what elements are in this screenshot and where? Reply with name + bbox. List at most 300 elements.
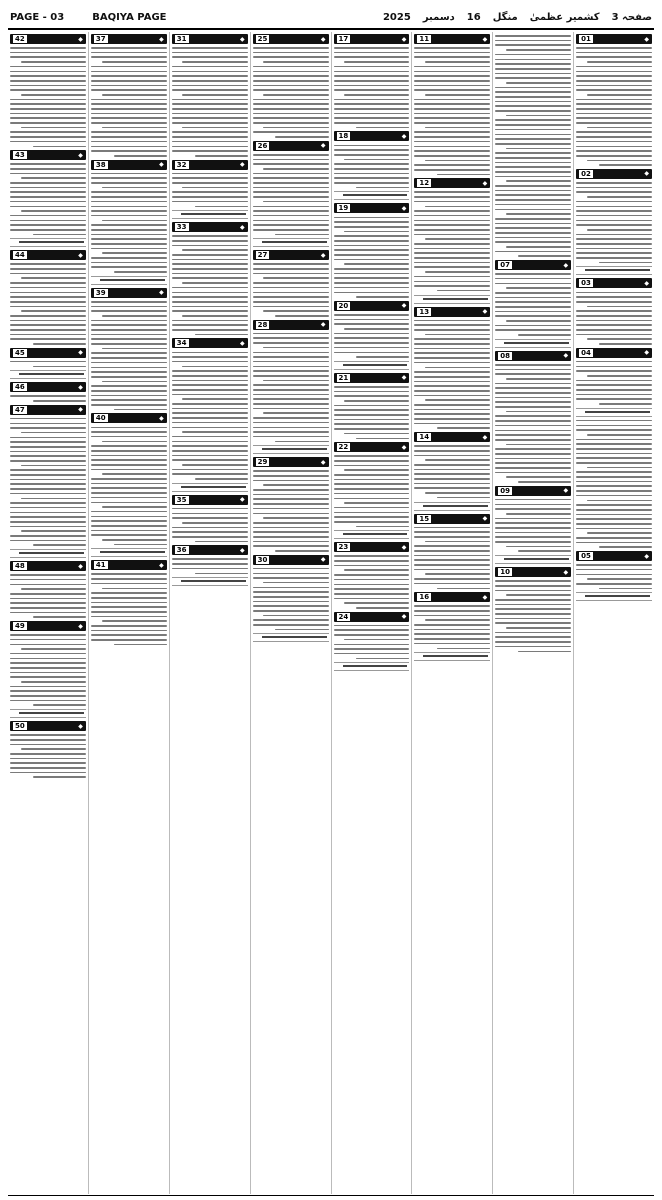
- text-line: [414, 638, 490, 640]
- text-line: [253, 531, 329, 533]
- body-text: [172, 173, 248, 207]
- subheading: [576, 266, 652, 275]
- continuation-number: 08: [500, 351, 510, 360]
- text-line: [495, 185, 571, 187]
- tag-bar-icon: ◆: [78, 35, 83, 43]
- subheading: [414, 295, 490, 304]
- text-line: [344, 159, 409, 161]
- text-line: [91, 573, 167, 575]
- text-line: [334, 177, 410, 179]
- text-line: [10, 502, 86, 504]
- body-text: [576, 292, 652, 345]
- text-line: [172, 150, 248, 152]
- article-block: [495, 351, 571, 483]
- text-line: [10, 268, 86, 270]
- article-block: [414, 307, 490, 430]
- text-line: [91, 238, 167, 240]
- article-block: [172, 338, 248, 491]
- continuation-tag: [576, 34, 652, 44]
- continuation-number: 33: [176, 223, 187, 232]
- text-line: [21, 648, 86, 650]
- text-line: [91, 534, 167, 536]
- text-line: [334, 342, 410, 344]
- text-line: [576, 481, 652, 483]
- text-line: [253, 513, 329, 515]
- text-line: [576, 537, 652, 539]
- article-block: [414, 514, 490, 590]
- article-block: [172, 222, 248, 335]
- text-line: [334, 240, 410, 242]
- continuation-number: 21: [338, 373, 349, 382]
- article-block: [495, 35, 571, 257]
- tag-bar-icon: ◆: [482, 515, 488, 522]
- text-line: [91, 47, 167, 49]
- text-line: [253, 361, 329, 363]
- body-text: [10, 734, 86, 778]
- text-line: [334, 560, 410, 562]
- text-line: [172, 268, 248, 270]
- text-line: [91, 103, 167, 105]
- text-line: [114, 155, 167, 157]
- continuation-tag: [576, 278, 652, 288]
- text-line: [182, 464, 247, 466]
- text-line: [253, 408, 329, 410]
- text-line: [334, 644, 410, 646]
- subheading: [10, 549, 86, 558]
- continuation-number: 24: [338, 612, 349, 621]
- continuation-number: 23: [338, 543, 349, 552]
- text-line: [495, 292, 571, 294]
- text-line: [576, 453, 652, 455]
- text-line: [275, 234, 328, 236]
- text-line: [10, 460, 86, 462]
- text-line: [334, 625, 410, 627]
- text-line: [414, 423, 490, 425]
- text-line: [114, 544, 167, 546]
- text-line: [334, 588, 410, 590]
- text-line: [253, 273, 329, 275]
- text-line: [425, 94, 490, 96]
- text-line: [10, 662, 86, 664]
- column-7: [88, 32, 169, 1194]
- text-line: [275, 629, 328, 631]
- text-line: [91, 248, 167, 250]
- continuation-tag: [172, 338, 248, 348]
- text-line: [33, 400, 86, 402]
- text-line: [91, 352, 167, 354]
- tag-bar-icon: ◆: [78, 406, 83, 414]
- text-line: [506, 476, 571, 478]
- text-line: [576, 334, 652, 336]
- text-line: [253, 431, 329, 433]
- text-line: [91, 75, 167, 77]
- text-line: [102, 506, 167, 508]
- text-line: [253, 403, 329, 405]
- text-line: [253, 398, 329, 400]
- tag-bar-icon: ◆: [401, 302, 407, 310]
- text-line: [10, 122, 86, 124]
- text-line: [172, 536, 248, 538]
- text-line: [172, 427, 248, 429]
- continuation-tag: [172, 545, 248, 555]
- continuation-number: 48: [15, 562, 25, 571]
- text-line: [253, 80, 329, 82]
- text-line: [182, 315, 247, 317]
- text-line: [506, 546, 571, 548]
- text-line: [334, 516, 410, 518]
- text-line: [10, 598, 86, 600]
- text-line: [33, 343, 86, 345]
- text-line: [414, 633, 490, 635]
- text-line: [172, 508, 248, 510]
- text-line: [172, 245, 248, 247]
- text-line: [576, 542, 652, 544]
- article-block: [172, 160, 248, 220]
- text-line: [91, 606, 167, 608]
- text-line: [414, 555, 490, 557]
- body-text: [334, 625, 410, 659]
- text-line: [334, 85, 410, 87]
- column-8: [8, 32, 88, 1194]
- text-line: [576, 394, 652, 396]
- text-line: [253, 122, 329, 124]
- text-line: [334, 287, 410, 289]
- text-line: [172, 403, 248, 405]
- text-line: [91, 329, 167, 331]
- continuation-tag: [253, 555, 329, 565]
- tag-bar-icon: ◆: [482, 35, 488, 43]
- continuation-number: 19: [338, 204, 349, 213]
- text-line: [91, 210, 167, 212]
- text-line: [576, 310, 652, 312]
- text-line: [334, 498, 410, 500]
- tag-bar-icon: ◆: [644, 279, 649, 287]
- text-line: [91, 525, 167, 527]
- article-block: [414, 34, 490, 175]
- text-line: [599, 164, 652, 166]
- text-line: [253, 366, 329, 368]
- continuation-number: 36: [176, 546, 187, 555]
- text-line: [587, 500, 652, 502]
- text-line: [253, 536, 329, 538]
- continuation-tag: [495, 486, 571, 496]
- article-block: [91, 413, 167, 557]
- text-line: [437, 648, 490, 650]
- text-line: [576, 425, 652, 427]
- continuation-tag: [414, 178, 490, 188]
- text-line: [263, 347, 328, 349]
- text-line: [344, 328, 409, 330]
- text-line: [195, 573, 248, 575]
- text-line: [334, 217, 410, 219]
- text-line: [576, 564, 652, 566]
- text-line: [91, 177, 167, 179]
- text-line: [91, 191, 167, 193]
- footer-rule: [8, 1195, 654, 1196]
- continuation-tag: [334, 34, 410, 44]
- text-line: [495, 152, 571, 154]
- continuation-tag: [414, 432, 490, 442]
- text-line: [495, 241, 571, 243]
- text-line: [263, 201, 328, 203]
- continuation-number: 09: [500, 486, 510, 495]
- text-line: [10, 667, 86, 669]
- text-line: [495, 527, 571, 529]
- text-line: [10, 639, 86, 641]
- text-line: [91, 357, 167, 359]
- text-line: [21, 748, 86, 750]
- tag-bar-icon: ◆: [482, 179, 488, 187]
- text-line: [495, 604, 571, 606]
- text-line: [495, 430, 571, 432]
- text-line: [253, 489, 329, 491]
- text-line: [172, 310, 248, 312]
- text-line: [495, 453, 571, 455]
- text-line: [91, 141, 167, 143]
- column-1: [573, 32, 654, 1194]
- text-line: [334, 145, 410, 147]
- text-line: [263, 277, 328, 279]
- month: دسمبر: [422, 11, 455, 23]
- text-line: [102, 127, 167, 129]
- continuation-tag: [576, 551, 652, 561]
- text-line: [172, 361, 248, 363]
- text-line: [414, 136, 490, 138]
- text-line: [172, 389, 248, 391]
- text-line: [172, 459, 248, 461]
- text-line: [495, 472, 571, 474]
- text-line: [114, 409, 167, 411]
- continuation-tag: [414, 592, 490, 602]
- text-line: [253, 191, 329, 193]
- text-line: [10, 201, 86, 203]
- body-text: [10, 634, 86, 706]
- text-line: [91, 583, 167, 585]
- text-line: [414, 191, 490, 193]
- text-line: [10, 206, 86, 208]
- text-line: [172, 113, 248, 115]
- text-line: [10, 324, 86, 326]
- text-line: [172, 408, 248, 410]
- text-line: [495, 397, 571, 399]
- continuation-tag: [172, 495, 248, 505]
- text-line: [263, 168, 328, 170]
- text-line: [253, 480, 329, 482]
- text-line: [576, 146, 652, 148]
- body-text: [10, 163, 86, 235]
- text-line: [10, 653, 86, 655]
- body-text: [334, 314, 410, 358]
- text-line: [414, 56, 490, 58]
- text-line: [495, 467, 571, 469]
- text-line: [344, 639, 409, 641]
- body-text: [10, 574, 86, 618]
- text-line: [334, 488, 410, 490]
- text-line: [414, 122, 490, 124]
- text-line: [334, 182, 410, 184]
- text-line: [21, 61, 86, 63]
- text-line: [495, 646, 571, 648]
- article-block: [576, 34, 652, 166]
- tag-bar-icon: ◆: [320, 142, 326, 150]
- text-line: [10, 163, 86, 165]
- text-line: [172, 296, 248, 298]
- text-line: [91, 445, 167, 447]
- text-line: [495, 209, 571, 211]
- text-line: [21, 127, 86, 129]
- subheading: [334, 361, 410, 370]
- text-line: [10, 695, 86, 697]
- article-block: [10, 405, 86, 558]
- tag-bar-icon: ◆: [644, 170, 649, 178]
- body-text: [414, 320, 490, 429]
- tag-bar-icon: ◆: [240, 339, 245, 347]
- continuation-tag: [172, 34, 248, 44]
- text-line: [10, 672, 86, 674]
- text-line: [599, 546, 652, 548]
- text-line: [576, 420, 652, 422]
- text-line: [495, 420, 571, 422]
- text-line: [10, 89, 86, 91]
- text-line: [172, 108, 248, 110]
- text-line: [495, 44, 571, 46]
- text-line: [495, 218, 571, 220]
- text-line: [356, 127, 409, 129]
- text-line: [172, 352, 248, 354]
- continuation-tag: [334, 542, 410, 552]
- text-line: [10, 85, 86, 87]
- column-6: [169, 32, 250, 1194]
- text-line: [253, 75, 329, 77]
- text-line: [506, 148, 571, 150]
- text-line: [356, 607, 409, 609]
- text-line: [253, 292, 329, 294]
- continuation-number: 49: [15, 622, 25, 631]
- continuation-tag: [576, 348, 652, 358]
- continuation-number: 31: [176, 35, 187, 43]
- article-block: [91, 288, 167, 411]
- text-line: [414, 469, 490, 471]
- text-line: [495, 237, 571, 239]
- continuation-number: 10: [500, 568, 510, 577]
- continuation-number: 02: [581, 169, 591, 178]
- text-line: [91, 578, 167, 580]
- day: 16: [466, 11, 481, 23]
- body-text: [414, 527, 490, 590]
- text-line: [495, 119, 571, 121]
- text-line: [91, 431, 167, 433]
- text-line: [253, 370, 329, 372]
- section-label: BAQIYA PAGE: [92, 11, 167, 23]
- text-line: [518, 550, 571, 552]
- text-line: [576, 398, 652, 400]
- text-line: [414, 66, 490, 68]
- text-line: [91, 483, 167, 485]
- text-line: [334, 117, 410, 119]
- text-line: [91, 343, 167, 345]
- text-line: [414, 569, 490, 571]
- text-line: [576, 389, 652, 391]
- text-line: [414, 108, 490, 110]
- text-line: [334, 52, 410, 54]
- continuation-number: 26: [257, 141, 268, 150]
- text-line: [275, 315, 328, 317]
- text-line: [10, 455, 86, 457]
- text-line: [495, 171, 571, 173]
- text-line: [334, 245, 410, 247]
- text-line: [334, 99, 410, 101]
- text-line: [10, 507, 86, 509]
- text-line: [425, 334, 490, 336]
- text-line: [506, 180, 571, 182]
- text-line: [253, 337, 329, 339]
- text-line: [495, 162, 571, 164]
- text-line: [334, 168, 410, 170]
- text-line: [91, 469, 167, 471]
- text-line: [334, 113, 410, 115]
- continuation-tag: [414, 514, 490, 524]
- text-line: [576, 315, 652, 317]
- text-line: [253, 624, 329, 626]
- text-line: [414, 169, 490, 171]
- text-line: [414, 487, 490, 489]
- tag-bar-icon: ◆: [240, 546, 245, 554]
- text-line: [414, 324, 490, 326]
- tag-bar-icon: ◆: [563, 352, 569, 360]
- text-line: [102, 348, 167, 350]
- text-line: [91, 224, 167, 226]
- text-line: [102, 620, 167, 622]
- text-line: [506, 246, 571, 248]
- text-line: [253, 522, 329, 524]
- text-line: [425, 619, 490, 621]
- text-line: [495, 105, 571, 107]
- text-line: [495, 387, 571, 389]
- text-line: [334, 149, 410, 151]
- tag-bar-icon: ◆: [644, 35, 649, 43]
- body-text: [172, 352, 248, 480]
- continuation-number: 22: [338, 443, 349, 452]
- text-line: [172, 263, 248, 265]
- text-line: [10, 612, 86, 614]
- text-line: [599, 403, 652, 405]
- text-line: [253, 422, 329, 424]
- text-line: [495, 373, 571, 375]
- text-line: [599, 588, 652, 590]
- tag-bar-icon: ◆: [159, 414, 164, 422]
- text-line: [182, 249, 247, 251]
- article-block: [334, 131, 410, 200]
- text-line: [172, 56, 248, 58]
- text-line: [91, 511, 167, 513]
- text-line: [576, 191, 652, 193]
- text-line: [437, 290, 490, 292]
- text-line: [172, 301, 248, 303]
- text-line: [495, 311, 571, 313]
- text-line: [576, 292, 652, 294]
- text-line: [91, 602, 167, 604]
- body-text: [253, 47, 329, 138]
- body-text: [414, 445, 490, 498]
- text-line: [275, 441, 328, 443]
- body-text: [576, 47, 652, 166]
- text-line: [576, 243, 652, 245]
- text-line: [334, 80, 410, 82]
- text-line: [495, 632, 571, 634]
- text-line: [10, 136, 86, 138]
- text-line: [334, 455, 410, 457]
- article-block: [576, 348, 652, 417]
